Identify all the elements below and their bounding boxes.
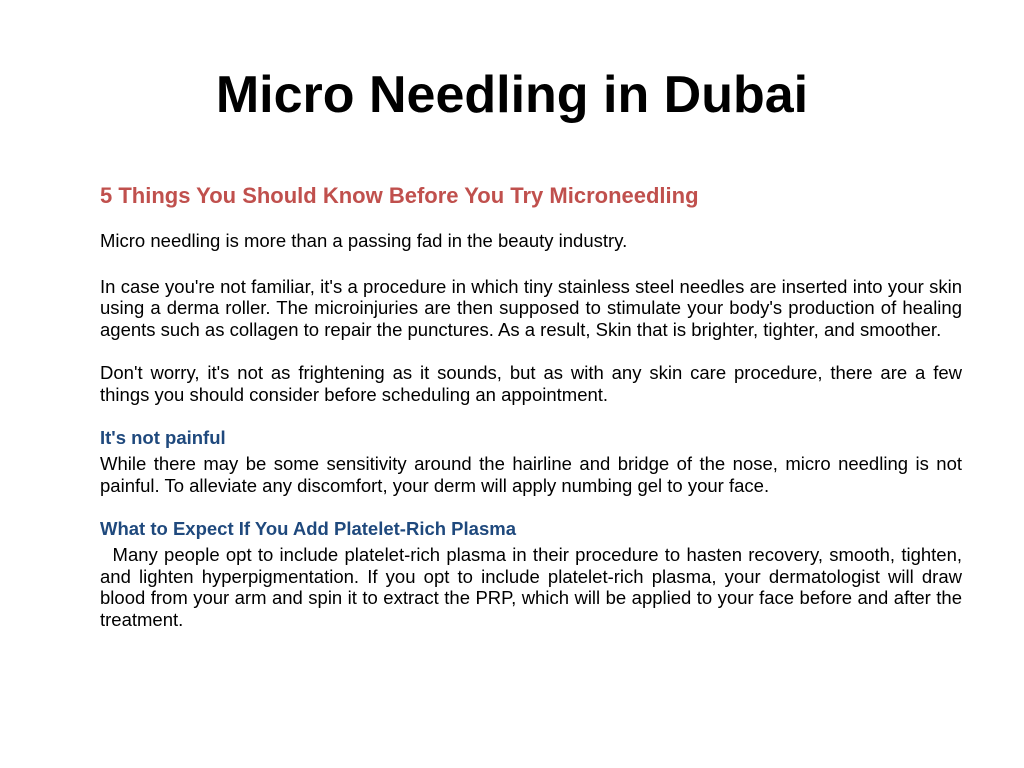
section-not-painful [100, 427, 962, 496]
section-body: While there may be some sensitivity around the hairline and bridge of the nose, micro needling is not painful. To alleviate any discomfort, your derm will apply numbing gel to your face. [100, 453, 962, 496]
procedure-paragraph: In case you're not familiar, it's a procedure in which tiny stainless steel needles are inserted into your skin using a derma roller. The microinjuries are then supposed to stimulate your body's production of healing agents such as collagen to repair the punctures. As a result, Skin that is brighter, tighter, and smoother. [100, 275, 962, 340]
section-heading: What to Expect If You Add Platelet-Rich Plasma [100, 518, 516, 539]
section-heading: It's not painful [100, 427, 226, 448]
reassurance-paragraph: Don't worry, it's not as frightening as it sounds, but as with any skin care procedure, there are a few things you should consider before scheduling an appointment. [100, 362, 962, 405]
section-body: Many people opt to include platelet-rich plasma in their procedure to hasten recovery, smooth, tighten, and lighten hyperpigmentation. If you opt to include platelet-rich plasma, your dermatologist will draw blood from your arm and spin it to extract the PRP, which will be applied to your face before and after the treatment. [100, 544, 962, 630]
section-platelet-rich-plasma [100, 518, 962, 630]
slide-content [100, 182, 962, 652]
slide-title: Micro Needling in Dubai [215, 66, 809, 124]
slide-subtitle: 5 Things You Should Know Before You Try Microneedling [100, 183, 699, 208]
intro-paragraph: Micro needling is more than a passing fad in the beauty industry. [100, 230, 628, 251]
